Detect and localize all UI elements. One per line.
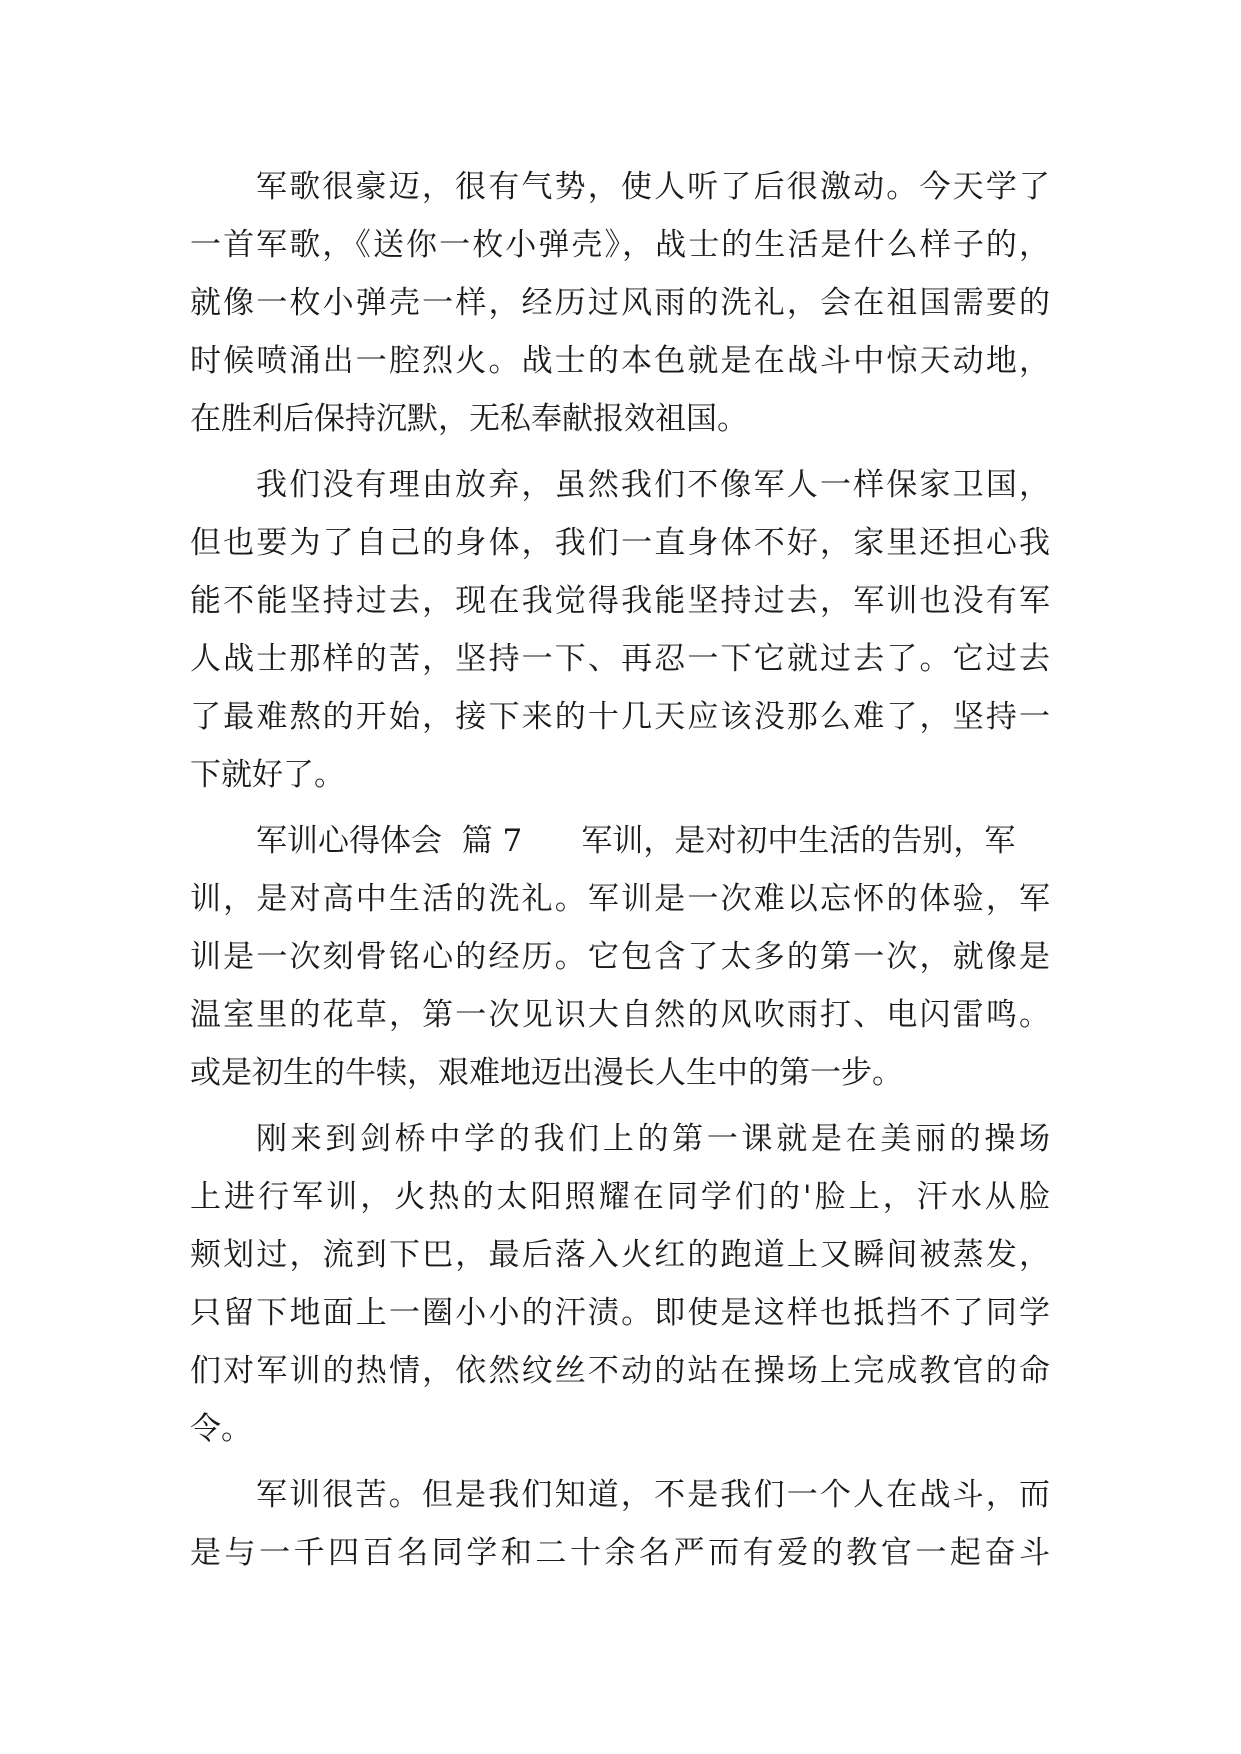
paragraph-3 xyxy=(190,812,1050,1102)
paragraph-5 xyxy=(190,1466,1050,1582)
text-line: 训是一次刻骨铭心的经历。它包含了太多的第一次，就像是 xyxy=(190,939,1050,975)
text-line: 温室里的花草，第一次见识大自然的风吹雨打、电闪雷鸣。 xyxy=(190,997,1050,1033)
text-line: 令。 xyxy=(190,1411,252,1447)
paragraph-4 xyxy=(190,1110,1050,1458)
text-line: 军训很苦。但是我们知道，不是我们一个人在战斗，而 xyxy=(256,1477,1050,1513)
text-line: 们对军训的热情，依然纹丝不动的站在操场上完成教官的命 xyxy=(190,1353,1050,1389)
text-line: 能不能坚持过去，现在我觉得我能坚持过去，军训也没有军 xyxy=(190,583,1050,619)
text-line: 军歌很豪迈，很有气势，使人听了后很激动。今天学了 xyxy=(256,169,1050,205)
text-line: 训，是对高中生活的洗礼。军训是一次难以忘怀的体验，军 xyxy=(190,881,1050,917)
text-line: 我们没有理由放弃，虽然我们不像军人一样保家卫国， xyxy=(256,467,1050,503)
text-line: 或是初生的牛犊，艰难地迈出漫长人生中的第一步。 xyxy=(190,1055,903,1091)
text-line: 人战士那样的苦，坚持一下、再忍一下它就过去了。它过去 xyxy=(190,641,1050,677)
text-line: 颊划过，流到下巴，最后落入火红的跑道上又瞬间被蒸发， xyxy=(190,1237,1050,1273)
paragraph-1 xyxy=(190,158,1050,448)
text-line: 下就好了。 xyxy=(190,757,345,793)
text-line: 在胜利后保持沉默，无私奉献报效祖国。 xyxy=(190,401,748,437)
text-line: 时候喷涌出一腔烈火。战士的本色就是在战斗中惊天动地， xyxy=(190,343,1050,379)
text-line: 了最难熬的开始，接下来的十几天应该没那么难了，坚持一 xyxy=(190,699,1050,735)
text-line: 上进行军训，火热的太阳照耀在同学们的'脸上，汗水从脸 xyxy=(190,1179,1050,1215)
text-line: 刚来到剑桥中学的我们上的第一课就是在美丽的操场 xyxy=(256,1121,1050,1157)
text-line: 就像一枚小弹壳一样，经历过风雨的洗礼，会在祖国需要的 xyxy=(190,285,1050,321)
text-line: 一首军歌，《送你一枚小弹壳》，战士的生活是什么样子的， xyxy=(190,227,1050,263)
text-line: 只留下地面上一圈小小的汗渍。即使是这样也抵挡不了同学 xyxy=(190,1295,1050,1331)
paragraph-2 xyxy=(190,456,1050,804)
text-line: 是与一千四百名同学和二十余名严而有爱的教官一起奋斗 xyxy=(190,1535,1050,1571)
document-body xyxy=(190,158,1050,1590)
section-heading-line: 军训心得体会 篇 7 军训，是对初中生活的告别，军 xyxy=(256,823,1016,859)
text-line: 但也要为了自己的身体，我们一直身体不好，家里还担心我 xyxy=(190,525,1050,561)
